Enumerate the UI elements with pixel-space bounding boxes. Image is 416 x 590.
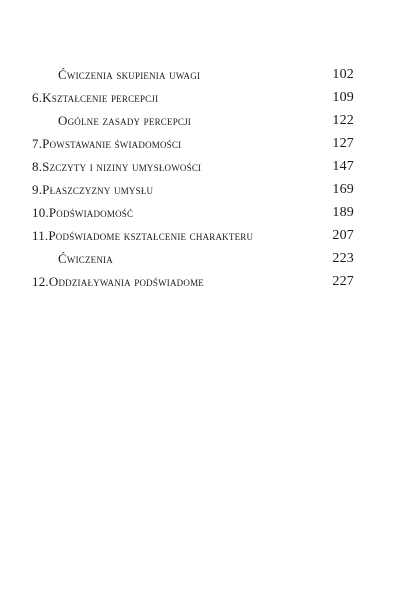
toc-entry-number: 12. [32,274,49,289]
toc-entry-page: 109 [332,90,354,105]
toc-entry-szczyty-i-niziny [32,155,354,178]
toc-entry-podswiadome-ksztalcenie [32,224,354,247]
toc-entry-page: 102 [332,67,354,82]
toc-entry-plaszczyzny-umyslu [32,178,354,201]
toc-entry-label: Powstawanie świadomości [42,136,182,151]
toc-entry-page: 127 [332,136,354,151]
toc-entry-label: Ogólne zasady percepcji [58,113,191,128]
toc-entry-page: 189 [332,205,354,220]
toc-entry-title [32,178,153,201]
toc-entry-podswiadomosc [32,201,354,224]
toc-entry-title [32,63,200,86]
toc-entry-label: Oddziaływania podświadome [48,274,204,289]
table-of-contents [32,63,354,293]
toc-entry-cwiczenia [32,247,354,270]
toc-entry-title [32,270,204,293]
toc-entry-number: 7. [32,136,43,151]
toc-entry-label: Kształcenie percepcji [42,90,159,105]
toc-entry-title [32,155,201,178]
toc-entry-title [32,86,158,109]
toc-entry-title [32,224,253,247]
toc-entry-cwiczenia-skupienia-uwagi [32,63,354,86]
toc-entry-powstawanie-swiadomosci [32,132,354,155]
toc-entry-ksztalcenie-percepcji [32,86,354,109]
toc-entry-number: 10. [32,205,49,220]
toc-entry-title [32,109,191,132]
toc-entry-label: Szczyty i niziny umysłowości [42,159,202,174]
toc-entry-label: Ćwiczenia [58,251,113,266]
toc-entry-number: 8. [32,159,43,174]
toc-entry-page: 227 [332,274,354,289]
toc-entry-title [32,201,133,224]
toc-entry-page: 147 [332,159,354,174]
toc-entry-oddzialywania-podswiadome [32,270,354,293]
toc-entry-number: 11. [32,228,49,243]
toc-entry-page: 207 [332,228,354,243]
toc-entry-label: Płaszczyzny umysłu [42,182,154,197]
toc-entry-page: 122 [332,113,354,128]
toc-entry-ogolne-zasady-percepcji [32,109,354,132]
toc-entry-page: 169 [332,182,354,197]
toc-entry-title [32,247,113,270]
toc-entry-number: 6. [32,90,43,105]
toc-entry-label: Ćwiczenia skupienia uwagi [58,67,201,82]
toc-entry-label: Podświadome kształcenie charakteru [48,228,254,243]
toc-entry-label: Podświadomość [48,205,134,220]
toc-entry-page: 223 [332,251,354,266]
toc-entry-number: 9. [32,182,43,197]
toc-entry-title [32,132,181,155]
